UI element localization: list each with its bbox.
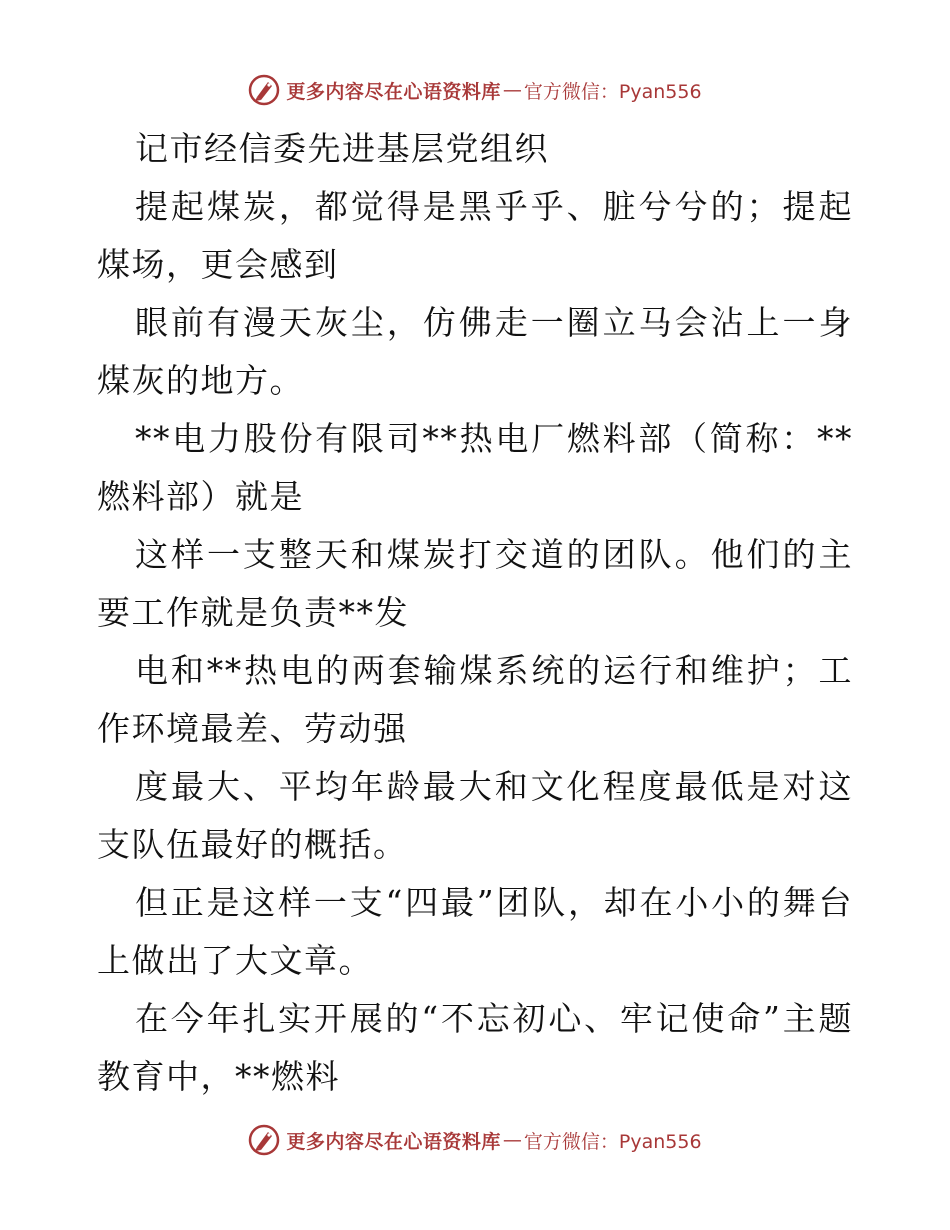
footer-banner <box>0 1120 950 1160</box>
document-paragraph: 提起煤炭，都觉得是黑乎乎、脏兮兮的；提起煤场，更会感到 <box>97 187 853 284</box>
footer-banner-text: 更多内容尽在心语资料库 <box>286 1130 501 1153</box>
document-paragraph: 这样一支整天和煤炭打交道的团队。他们的主要工作就是负责**发 <box>97 535 853 632</box>
header-wechat-id: 官方微信：Pyan556 <box>523 80 702 103</box>
document-body <box>97 120 853 1106</box>
document-paragraph: **电力股份有限司**热电厂燃料部（简称：**燃料部）就是 <box>97 419 853 516</box>
pen-nib-logo-icon <box>248 1124 280 1156</box>
header-banner-separator: — <box>502 79 522 101</box>
document-paragraph: 在今年扎实开展的“不忘初心、牢记使命”主题教育中，**燃料 <box>97 999 853 1096</box>
header-banner-text: 更多内容尽在心语资料库 <box>286 80 501 103</box>
footer-wechat-id: 官方微信：Pyan556 <box>523 1130 702 1153</box>
document-paragraph: 度最大、平均年龄最大和文化程度最低是对这支队伍最好的概括。 <box>97 767 853 864</box>
document-paragraph: 眼前有漫天灰尘，仿佛走一圈立马会沾上一身煤灰的地方。 <box>97 303 853 400</box>
pen-nib-logo-icon <box>248 74 280 106</box>
document-paragraph: 但正是这样一支“四最”团队，却在小小的舞台上做出了大文章。 <box>97 883 853 980</box>
header-banner <box>0 70 950 110</box>
document-paragraph: 电和**热电的两套输煤系统的运行和维护；工作环境最差、劳动强 <box>97 651 853 748</box>
footer-banner-separator: — <box>502 1129 522 1151</box>
document-paragraph: 记市经信委先进基层党组织 <box>135 129 549 168</box>
